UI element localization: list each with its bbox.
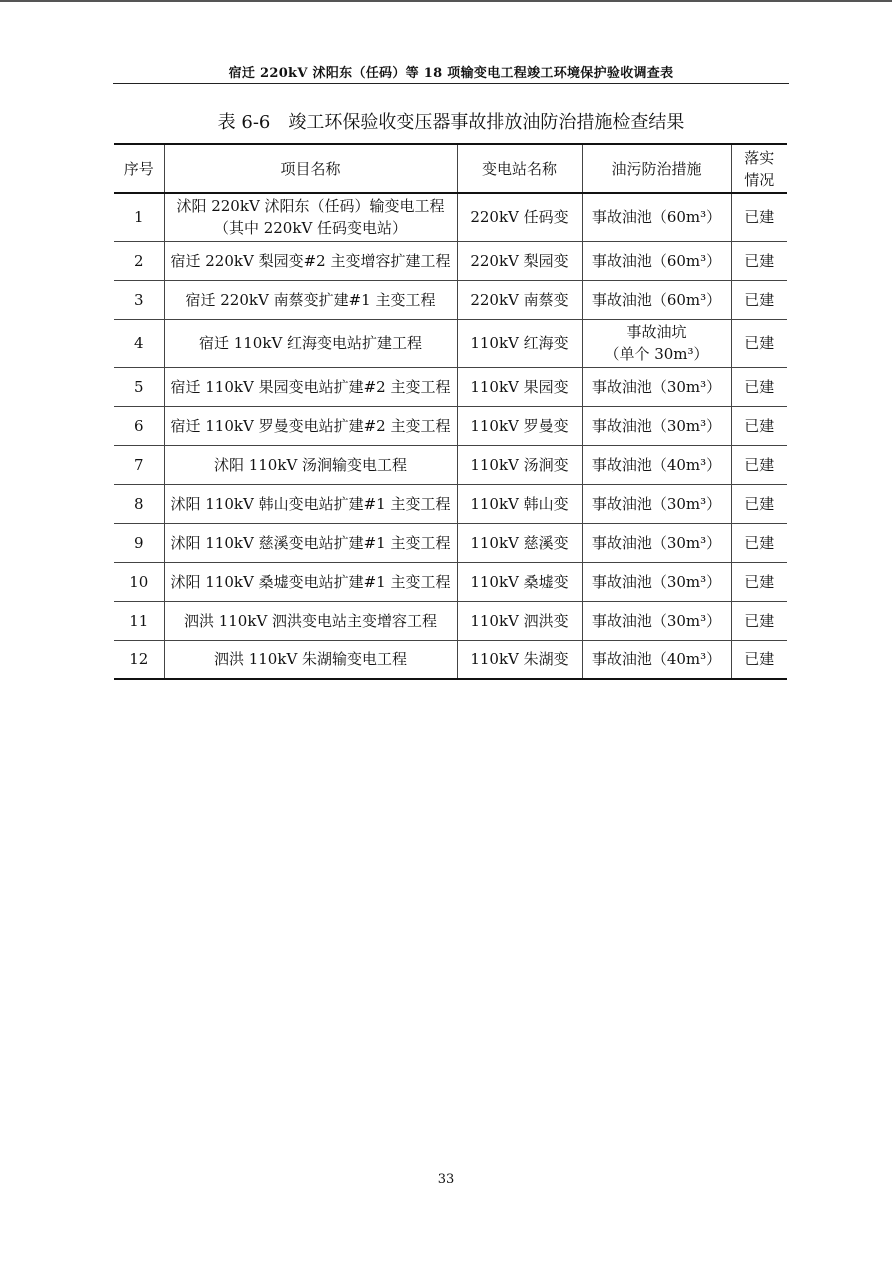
cell-project: 沭阳 110kV 慈溪变电站扩建#1 主变工程 <box>164 523 457 562</box>
cell-station: 110kV 朱湖变 <box>457 640 582 679</box>
cell-measure: 事故油池（30m³） <box>582 601 731 640</box>
table-row <box>114 193 787 241</box>
cell-measure: 事故油池（60m³） <box>582 280 731 319</box>
cell-project: 宿迁 110kV 罗曼变电站扩建#2 主变工程 <box>164 406 457 445</box>
cell-project: 沭阳 110kV 韩山变电站扩建#1 主变工程 <box>164 484 457 523</box>
cell-status: 已建 <box>731 484 787 523</box>
cell-measure: 事故油坑 （单个 30m³） <box>582 319 731 367</box>
cell-status: 已建 <box>731 280 787 319</box>
cell-status: 已建 <box>731 445 787 484</box>
table-row <box>114 367 787 406</box>
cell-no: 12 <box>114 640 164 679</box>
cell-project: 沭阳 110kV 汤涧输变电工程 <box>164 445 457 484</box>
top-border-line <box>0 0 892 2</box>
cell-no: 1 <box>114 193 164 241</box>
col-header-no: 序号 <box>114 144 164 193</box>
cell-no: 7 <box>114 445 164 484</box>
cell-measure: 事故油池（30m³） <box>582 406 731 445</box>
col-header-measure: 油污防治措施 <box>582 144 731 193</box>
cell-no: 8 <box>114 484 164 523</box>
table-row <box>114 319 787 367</box>
cell-measure: 事故油池（30m³） <box>582 484 731 523</box>
col-header-status: 落实 情况 <box>731 144 787 193</box>
cell-no: 10 <box>114 562 164 601</box>
table-row <box>114 601 787 640</box>
cell-status: 已建 <box>731 193 787 241</box>
cell-no: 11 <box>114 601 164 640</box>
header-divider <box>113 83 789 84</box>
cell-no: 6 <box>114 406 164 445</box>
table-row <box>114 523 787 562</box>
table-row <box>114 640 787 679</box>
cell-status: 已建 <box>731 367 787 406</box>
cell-no: 9 <box>114 523 164 562</box>
col-header-station: 变电站名称 <box>457 144 582 193</box>
cell-station: 110kV 红海变 <box>457 319 582 367</box>
cell-project: 沭阳 110kV 桑墟变电站扩建#1 主变工程 <box>164 562 457 601</box>
cell-measure: 事故油池（60m³） <box>582 241 731 280</box>
cell-measure: 事故油池（40m³） <box>582 445 731 484</box>
cell-status: 已建 <box>731 640 787 679</box>
cell-measure: 事故油池（30m³） <box>582 367 731 406</box>
cell-project: 宿迁 110kV 红海变电站扩建工程 <box>164 319 457 367</box>
cell-project: 泗洪 110kV 泗洪变电站主变增容工程 <box>164 601 457 640</box>
cell-status: 已建 <box>731 601 787 640</box>
cell-station: 220kV 南蔡变 <box>457 280 582 319</box>
cell-station: 110kV 汤涧变 <box>457 445 582 484</box>
cell-project: 沭阳 220kV 沭阳东（任码）输变电工程 （其中 220kV 任码变电站） <box>164 193 457 241</box>
cell-station: 110kV 韩山变 <box>457 484 582 523</box>
cell-measure: 事故油池（30m³） <box>582 523 731 562</box>
col-header-project: 项目名称 <box>164 144 457 193</box>
cell-measure: 事故油池（30m³） <box>582 562 731 601</box>
cell-station: 110kV 慈溪变 <box>457 523 582 562</box>
cell-status: 已建 <box>731 406 787 445</box>
table-row <box>114 484 787 523</box>
table-caption <box>113 108 789 134</box>
inspection-results-table <box>114 143 787 680</box>
cell-no: 5 <box>114 367 164 406</box>
table-row <box>114 280 787 319</box>
cell-measure: 事故油池（40m³） <box>582 640 731 679</box>
cell-station: 220kV 梨园变 <box>457 241 582 280</box>
table-row <box>114 445 787 484</box>
table-row <box>114 241 787 280</box>
table-row <box>114 562 787 601</box>
cell-station: 110kV 罗曼变 <box>457 406 582 445</box>
cell-project: 宿迁 220kV 南蔡变扩建#1 主变工程 <box>164 280 457 319</box>
cell-project: 泗洪 110kV 朱湖输变电工程 <box>164 640 457 679</box>
cell-status: 已建 <box>731 319 787 367</box>
table-title: 竣工环保验收变压器事故排放油防治措施检查结果 <box>288 112 685 133</box>
cell-project: 宿迁 110kV 果园变电站扩建#2 主变工程 <box>164 367 457 406</box>
cell-no: 3 <box>114 280 164 319</box>
cell-station: 110kV 桑墟变 <box>457 562 582 601</box>
cell-station: 220kV 任码变 <box>457 193 582 241</box>
table-number: 表 6-6 <box>217 112 271 133</box>
cell-status: 已建 <box>731 241 787 280</box>
cell-station: 110kV 果园变 <box>457 367 582 406</box>
cell-status: 已建 <box>731 562 787 601</box>
running-header: 宿迁 220kV 沭阳东（任码）等 18 项输变电工程竣工环境保护验收调查表 <box>228 66 674 81</box>
cell-measure: 事故油池（60m³） <box>582 193 731 241</box>
cell-no: 2 <box>114 241 164 280</box>
table-row <box>114 406 787 445</box>
cell-station: 110kV 泗洪变 <box>457 601 582 640</box>
page-number: 33 <box>437 1172 455 1187</box>
cell-project: 宿迁 220kV 梨园变#2 主变增容扩建工程 <box>164 241 457 280</box>
cell-status: 已建 <box>731 523 787 562</box>
cell-no: 4 <box>114 319 164 367</box>
